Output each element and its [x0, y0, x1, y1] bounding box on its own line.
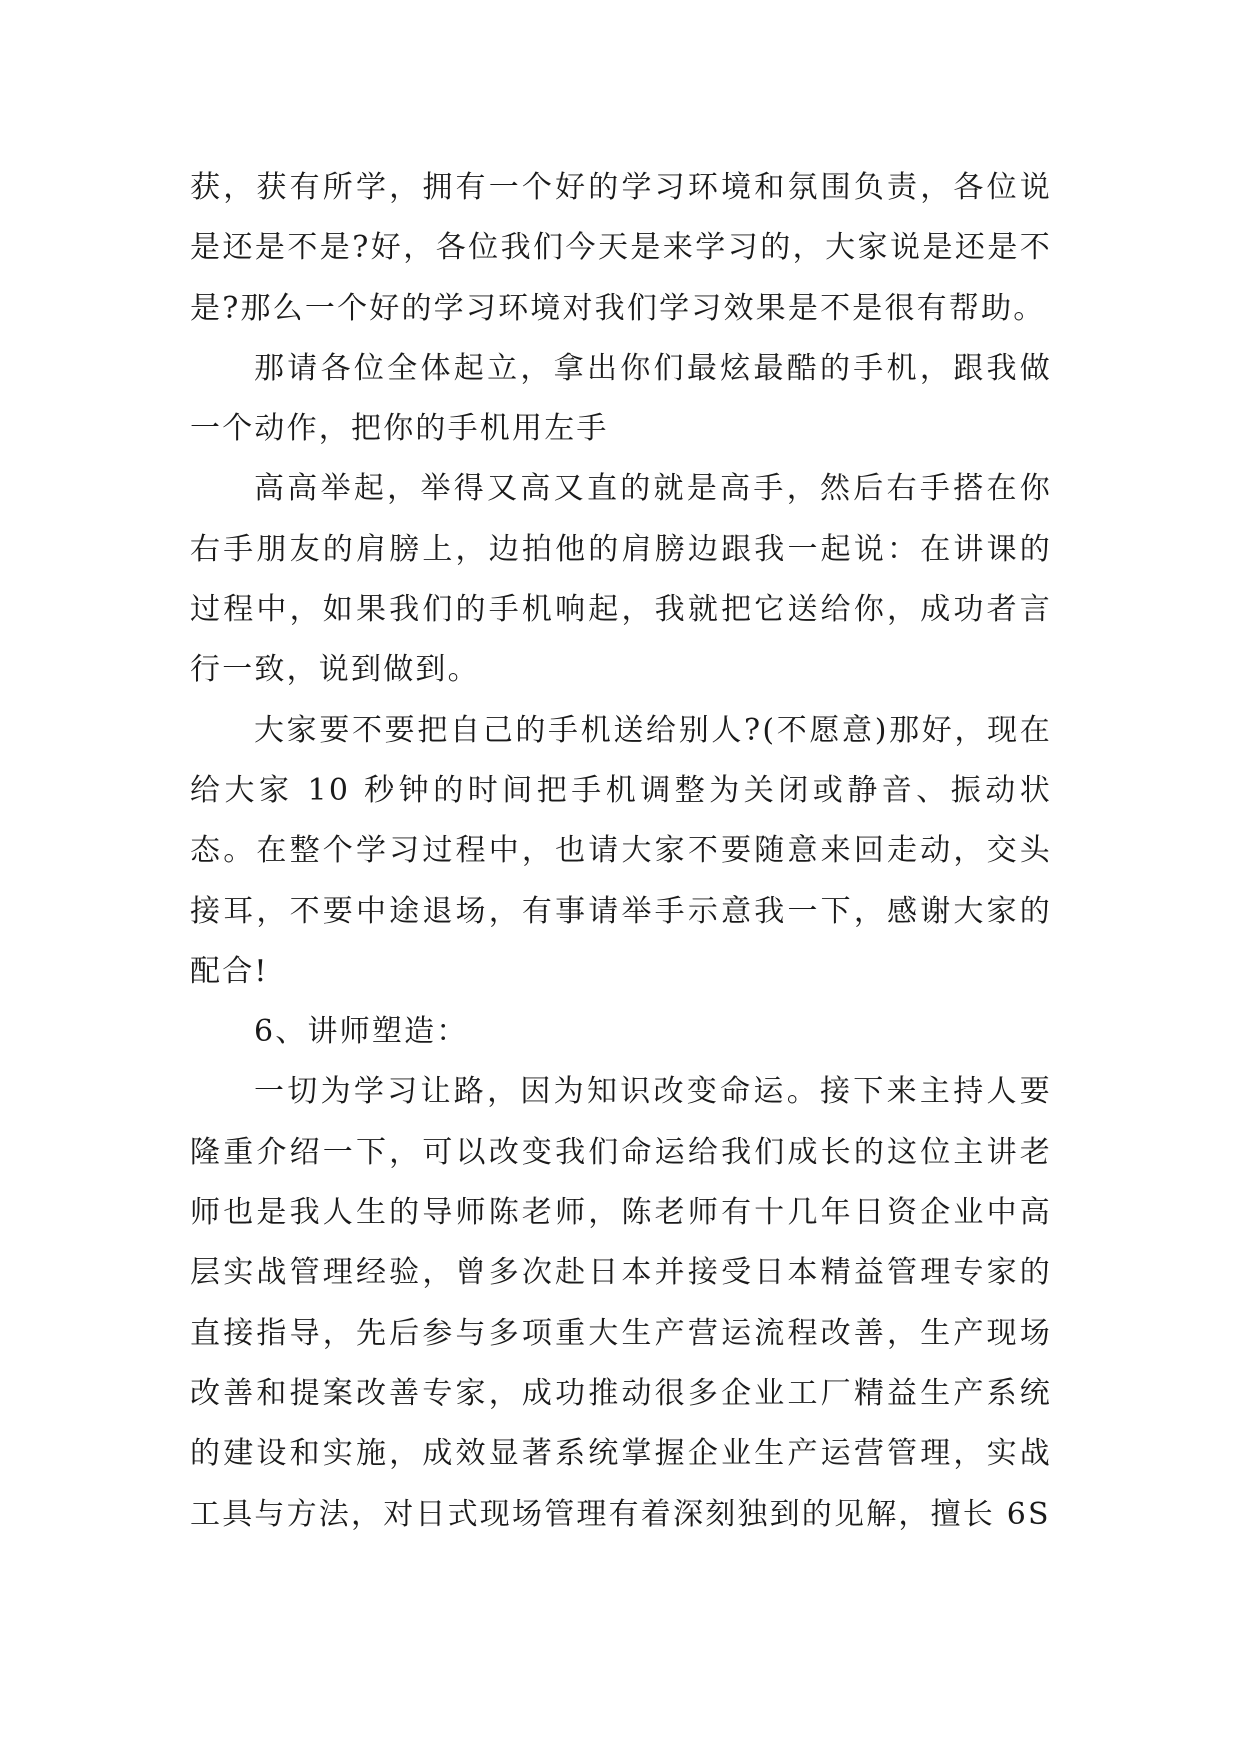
paragraph-2: 那请各位全体起立，拿出你们最炫最酷的手机，跟我做一个动作，把你的手机用左手 — [190, 350, 1052, 447]
section-heading-lecturer: 6、讲师塑造： — [254, 1014, 469, 1050]
paragraph-3: 高高举起，举得又高又直的就是高手，然后右手搭在你右手朋友的肩膀上，边拍他的肩膀边跟我一起说：在讲课的过程中，如果我们的手机响起，我就把它送给你，成功者言行一致，说到做到。 — [190, 471, 1052, 688]
paragraph-5: 一切为学习让路，因为知识改变命运。接下来主持人要隆重介绍一下，可以改变我们命运给我们成长的这位主讲老师也是我人生的导师陈老师，陈老师有十几年日资企业中高层实战管理经验，曾多次赴日本并接受日本精益管理专家的直接指导，先后参与多项重大生产营运流程改善，生产现场改善和提案改善专家，成功推动很多企业工厂精益生产系统的建设和实施，成效显著系统掌握企业生产运营管理，实战工具与方法，对日式现场管理有着深刻独到的见解，擅长 6S — [190, 1074, 1052, 1532]
paragraph-4: 大家要不要把自己的手机送给别人?(不愿意)那好，现在给大家 10 秒钟的时间把手机调整为关闭或静音、振动状态。在整个学习过程中，也请大家不要随意来回走动，交头接耳，不要中途退场，有事请举手示意我一下，感谢大家的配合! — [190, 712, 1052, 989]
paragraph-1: 获，获有所学，拥有一个好的学习环境和氛围负责，各位说是还是不是?好，各位我们今天是来学习的，大家说是还是不是?那么一个好的学习环境对我们学习效果是不是很有帮助。 — [190, 170, 1052, 326]
body-text — [190, 158, 1052, 1545]
